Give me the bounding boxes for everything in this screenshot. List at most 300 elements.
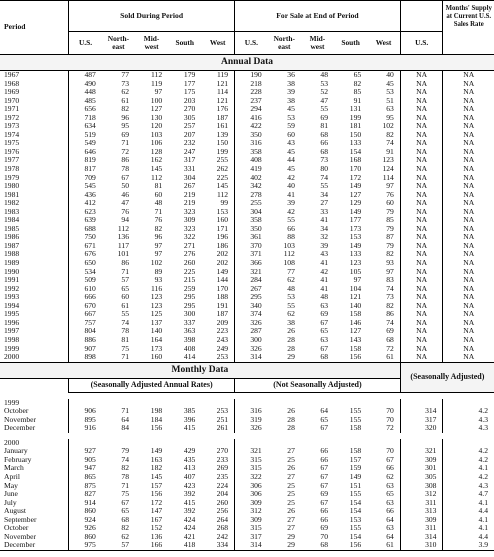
value-cell: 218 xyxy=(235,80,268,89)
value-cell: 4.4 xyxy=(443,533,494,542)
value-cell: 424 xyxy=(183,523,196,533)
value-cell: 81 xyxy=(154,181,163,191)
value-cell: 191 xyxy=(216,300,229,310)
value-cell: 64 xyxy=(121,414,129,424)
value-cell: 76 xyxy=(386,189,394,199)
value-cell: 4.3 xyxy=(443,416,494,425)
value-cell: 323 xyxy=(183,223,196,233)
value-cell: 70 xyxy=(386,414,394,424)
value-cell: 66 xyxy=(320,446,329,456)
value-cell: 72 xyxy=(386,423,394,433)
period-cell: 1985 xyxy=(4,223,20,233)
value-cell: 709 xyxy=(69,174,102,183)
value-cell: 123 xyxy=(382,155,394,165)
value-cell: 60 xyxy=(154,189,163,199)
value-cell: 112 xyxy=(151,70,163,79)
monthly-section-row xyxy=(0,362,494,378)
value-cell: 29 xyxy=(287,540,295,550)
spacer-header xyxy=(400,1,443,32)
value-cell: 270 xyxy=(216,446,229,456)
value-cell: 639 xyxy=(69,216,102,225)
period-cell: 1992 xyxy=(4,283,20,293)
value-cell: 73 xyxy=(121,78,129,88)
value-cell: NA xyxy=(400,250,443,259)
value-cell: 82 xyxy=(121,463,129,473)
value-cell: 154 xyxy=(349,531,362,541)
value-cell: 136 xyxy=(117,232,129,242)
value-cell: 76 xyxy=(121,206,129,216)
value-cell: 905 xyxy=(69,456,102,465)
value-cell: 308 xyxy=(400,482,443,491)
year-heading-row xyxy=(0,399,494,408)
seasonally-adjusted-label: (Seasonally Adjusted Annual Rates) xyxy=(69,378,235,392)
value-cell: 898 xyxy=(69,353,102,362)
monthly-row xyxy=(0,473,494,482)
value-cell: NA xyxy=(400,233,443,242)
value-cell: 69 xyxy=(320,523,329,533)
value-cell: 243 xyxy=(216,334,229,344)
value-cell: 947 xyxy=(69,464,102,473)
value-cell: 99 xyxy=(220,198,229,208)
monthly-row xyxy=(0,407,494,416)
value-cell: 233 xyxy=(216,454,229,464)
value-cell: 65 xyxy=(121,283,129,293)
value-cell: 65 xyxy=(320,414,329,424)
value-cell: NA xyxy=(400,174,443,183)
value-cell: 4.2 xyxy=(443,447,494,456)
blank-cell xyxy=(268,439,301,448)
value-cell: 278 xyxy=(235,191,268,200)
value-cell: 314 xyxy=(235,541,268,550)
value-cell: 82 xyxy=(121,523,129,533)
value-cell: 300 xyxy=(183,309,196,319)
value-cell: 886 xyxy=(69,336,102,345)
value-cell: 156 xyxy=(349,540,362,550)
value-cell: 4.3 xyxy=(443,482,494,491)
value-cell: 149 xyxy=(349,471,362,481)
col-header-sold-west: West xyxy=(201,32,234,55)
value-cell: 407 xyxy=(183,471,196,481)
value-cell: NA xyxy=(443,310,494,319)
value-cell: NA xyxy=(400,191,443,200)
monthly-row xyxy=(0,424,494,433)
value-cell: 63 xyxy=(386,480,394,490)
value-cell: NA xyxy=(443,156,494,165)
value-cell: NA xyxy=(443,268,494,277)
value-cell: 907 xyxy=(69,345,102,354)
monthly-row xyxy=(0,447,494,456)
value-cell: 103 xyxy=(283,240,295,250)
value-cell: 41 xyxy=(320,275,329,285)
value-cell: 235 xyxy=(216,471,229,481)
year-heading-row xyxy=(0,439,494,448)
value-cell: 688 xyxy=(69,225,102,234)
value-cell: NA xyxy=(400,97,443,106)
period-cell: 2000 xyxy=(4,352,20,362)
value-cell: 358 xyxy=(235,216,268,225)
value-cell: 448 xyxy=(69,88,102,97)
annual-data-heading: Annual Data xyxy=(0,55,494,71)
value-cell: 340 xyxy=(235,302,268,311)
value-cell: 545 xyxy=(69,182,102,191)
value-cell: 97 xyxy=(386,266,394,276)
value-cell: 143 xyxy=(349,334,362,344)
value-cell: NA xyxy=(443,71,494,80)
value-cell: 623 xyxy=(69,208,102,217)
value-cell: 153 xyxy=(216,206,229,216)
value-cell: 131 xyxy=(349,104,362,114)
value-cell: 146 xyxy=(349,317,362,327)
value-cell: 342 xyxy=(235,182,268,191)
value-cell: 157 xyxy=(349,454,362,464)
value-cell: 74 xyxy=(121,317,129,327)
period-cell: 1993 xyxy=(4,292,20,302)
value-cell: 48 xyxy=(287,283,295,293)
value-cell: 82 xyxy=(154,223,163,233)
value-cell: NA xyxy=(400,225,443,234)
value-cell: 144 xyxy=(216,275,229,285)
value-cell: 301 xyxy=(400,464,443,473)
value-cell: 385 xyxy=(183,406,196,416)
value-cell: 634 xyxy=(69,122,102,131)
value-cell: 34 xyxy=(320,189,329,199)
period-cell: 1989 xyxy=(4,258,20,268)
value-cell: 112 xyxy=(283,249,295,259)
period-cell: 1988 xyxy=(4,249,20,259)
value-cell: 97 xyxy=(154,240,163,250)
value-cell: 202 xyxy=(216,258,229,268)
value-cell: 419 xyxy=(235,165,268,174)
value-cell: 74 xyxy=(386,317,394,327)
period-cell: January xyxy=(4,446,28,456)
value-cell: 309 xyxy=(400,516,443,525)
col-header-sale-south: South xyxy=(334,32,367,55)
value-cell: 219 xyxy=(183,198,196,208)
value-cell: 287 xyxy=(235,327,268,336)
value-cell: 306 xyxy=(235,490,268,499)
value-cell: 36 xyxy=(287,70,295,79)
value-cell: 422 xyxy=(235,122,268,131)
value-cell: 57 xyxy=(121,275,129,285)
value-cell: 827 xyxy=(69,490,102,499)
value-cell: NA xyxy=(400,259,443,268)
value-cell: 926 xyxy=(69,524,102,533)
value-cell: 69 xyxy=(320,112,329,122)
value-cell: NA xyxy=(400,208,443,217)
value-cell: 65 xyxy=(386,489,394,499)
value-cell: 64 xyxy=(320,406,329,416)
period-cell: 1974 xyxy=(4,129,20,139)
value-cell: 27 xyxy=(287,471,295,481)
value-cell: 927 xyxy=(69,447,102,456)
value-cell: 171 xyxy=(216,223,229,233)
value-cell: 4.2 xyxy=(443,473,494,482)
value-cell: 78 xyxy=(121,164,129,174)
value-cell: 71 xyxy=(121,406,129,416)
value-cell: 155 xyxy=(349,406,362,416)
value-cell: NA xyxy=(443,88,494,97)
value-cell: NA xyxy=(400,80,443,89)
value-cell: 93 xyxy=(386,258,394,268)
value-cell: 103 xyxy=(150,129,163,139)
value-cell: 914 xyxy=(69,499,102,508)
value-cell: 350 xyxy=(235,225,268,234)
annual-row xyxy=(0,353,494,362)
value-cell: 181 xyxy=(349,121,362,131)
value-cell: 59 xyxy=(287,121,295,131)
period-cell: 1976 xyxy=(4,146,20,156)
value-cell: 95 xyxy=(121,121,129,131)
value-cell: 51 xyxy=(386,95,394,105)
value-cell: 4.2 xyxy=(443,456,494,465)
value-cell: 112 xyxy=(216,189,229,199)
period-cell: 1982 xyxy=(4,198,20,208)
value-cell: 408 xyxy=(183,343,196,353)
value-cell: NA xyxy=(400,276,443,285)
value-cell: 128 xyxy=(150,146,163,156)
value-cell: 48 xyxy=(320,70,329,79)
value-cell: 97 xyxy=(154,87,163,97)
value-cell: 50 xyxy=(121,181,129,191)
value-cell: 188 xyxy=(216,292,229,302)
value-cell: 316 xyxy=(235,139,268,148)
value-cell: 149 xyxy=(349,181,362,191)
value-cell: 79 xyxy=(121,446,129,456)
value-cell: 155 xyxy=(349,523,362,533)
col-header-sale-west: West xyxy=(367,32,400,55)
value-cell: 25 xyxy=(287,497,295,507)
value-cell: 177 xyxy=(349,215,362,225)
value-cell: 71 xyxy=(121,352,129,362)
value-cell: 152 xyxy=(150,523,163,533)
value-cell: NA xyxy=(443,242,494,251)
value-cell: 317 xyxy=(400,416,443,425)
value-cell: 65 xyxy=(353,70,362,79)
value-cell: 96 xyxy=(154,232,163,242)
value-cell: 671 xyxy=(69,242,102,251)
value-cell: 326 xyxy=(235,319,268,328)
value-cell: NA xyxy=(400,336,443,345)
value-cell: 196 xyxy=(216,232,229,242)
value-cell: 129 xyxy=(349,198,362,208)
value-cell: 69 xyxy=(121,129,129,139)
value-cell: 676 xyxy=(69,250,102,259)
monthly-row xyxy=(0,516,494,525)
value-cell: 97 xyxy=(386,181,394,191)
value-cell: 153 xyxy=(349,514,362,524)
value-cell: 757 xyxy=(69,319,102,328)
value-cell: NA xyxy=(443,182,494,191)
value-cell: 100 xyxy=(150,95,163,105)
value-cell: 25 xyxy=(287,489,295,499)
value-cell: NA xyxy=(443,122,494,131)
value-cell: 91 xyxy=(353,95,362,105)
value-cell: NA xyxy=(443,114,494,123)
value-cell: 155 xyxy=(349,414,362,424)
value-cell: NA xyxy=(443,191,494,200)
value-cell: 423 xyxy=(183,480,196,490)
value-cell: 247 xyxy=(183,146,196,156)
value-cell: 39 xyxy=(287,198,295,208)
value-cell: 94 xyxy=(121,215,129,225)
value-cell: 32 xyxy=(320,232,329,242)
value-cell: 52 xyxy=(320,87,329,97)
value-cell: 45 xyxy=(386,78,394,88)
value-cell: 136 xyxy=(150,531,163,541)
value-cell: 160 xyxy=(150,352,163,362)
value-cell: 172 xyxy=(150,497,163,507)
value-cell: 67 xyxy=(320,343,329,353)
value-cell: 57 xyxy=(121,540,129,550)
value-cell: 127 xyxy=(349,189,362,199)
value-cell: 67 xyxy=(121,497,129,507)
value-cell: 312 xyxy=(400,490,443,499)
value-cell: 162 xyxy=(150,155,163,165)
value-cell: 4.1 xyxy=(443,524,494,533)
value-cell: 225 xyxy=(183,266,196,276)
value-cell: NA xyxy=(443,353,494,362)
value-cell: 819 xyxy=(69,156,102,165)
value-cell: 101 xyxy=(117,249,129,259)
value-cell: 114 xyxy=(382,172,394,182)
monthly-row xyxy=(0,541,494,550)
value-cell: 309 xyxy=(400,456,443,465)
monthly-row xyxy=(0,490,494,499)
period-cell: 1980 xyxy=(4,181,20,191)
value-cell: 249 xyxy=(216,343,229,353)
value-cell: 314 xyxy=(400,407,443,416)
value-cell: 66 xyxy=(320,138,329,148)
value-cell: 71 xyxy=(121,138,129,148)
value-cell: 232 xyxy=(183,138,196,148)
period-cell: 1972 xyxy=(4,112,20,122)
value-cell: 145 xyxy=(150,164,163,174)
value-cell: 64 xyxy=(386,514,394,524)
value-cell: 28 xyxy=(287,334,295,344)
value-cell: 53 xyxy=(386,87,394,97)
value-cell: 366 xyxy=(235,259,268,268)
value-cell: 120 xyxy=(150,121,163,131)
value-cell: NA xyxy=(443,250,494,259)
value-cell: 519 xyxy=(69,131,102,140)
period-cell: 1969 xyxy=(4,87,20,97)
value-cell: 79 xyxy=(386,223,394,233)
value-cell: 27 xyxy=(287,523,295,533)
value-cell: 38 xyxy=(287,95,295,105)
value-cell: 860 xyxy=(69,533,102,542)
value-cell: 55 xyxy=(121,309,129,319)
value-cell: 66 xyxy=(320,514,329,524)
value-cell: 487 xyxy=(69,71,102,80)
value-cell: 40 xyxy=(287,181,295,191)
value-cell: 170 xyxy=(349,164,362,174)
period-cell: 1967 xyxy=(4,70,20,79)
value-cell: 223 xyxy=(216,326,229,336)
value-cell: 67 xyxy=(320,463,329,473)
value-cell: 74 xyxy=(121,454,129,464)
value-cell: 112 xyxy=(117,223,129,233)
value-cell: NA xyxy=(443,199,494,208)
value-cell: 121 xyxy=(216,95,229,105)
value-cell: 251 xyxy=(216,414,229,424)
value-cell: 86 xyxy=(386,309,394,319)
value-cell: 68 xyxy=(320,146,329,156)
value-cell: NA xyxy=(443,174,494,183)
value-cell: 264 xyxy=(216,514,229,524)
blank-cell xyxy=(301,439,334,448)
value-cell: 261 xyxy=(216,423,229,433)
value-cell: 67 xyxy=(386,454,394,464)
period-cell: November xyxy=(4,414,37,424)
value-cell: 73 xyxy=(386,292,394,302)
value-cell: 82 xyxy=(121,104,129,114)
value-cell: 62 xyxy=(287,275,295,285)
value-cell: 173 xyxy=(150,343,163,353)
value-cell: 79 xyxy=(386,240,394,250)
value-cell: 370 xyxy=(235,242,268,251)
blank-cell xyxy=(268,399,301,408)
value-cell: NA xyxy=(443,148,494,157)
value-cell: 119 xyxy=(216,70,229,79)
period-cell: 1978 xyxy=(4,164,20,174)
monthly-row xyxy=(0,533,494,542)
value-cell: NA xyxy=(443,225,494,234)
value-cell: 53 xyxy=(320,78,329,88)
value-cell: 62 xyxy=(121,87,129,97)
value-cell: 84 xyxy=(121,423,129,433)
value-cell: 160 xyxy=(216,215,229,225)
value-cell: 72 xyxy=(386,343,394,353)
value-cell: NA xyxy=(400,353,443,362)
blank-cell xyxy=(0,378,69,392)
value-cell: 646 xyxy=(69,148,102,157)
value-cell: 309 xyxy=(235,516,268,525)
value-cell: 413 xyxy=(183,463,196,473)
value-cell: 149 xyxy=(216,266,229,276)
value-cell: 154 xyxy=(349,506,362,516)
value-cell: 72 xyxy=(121,146,129,156)
period-cell: February xyxy=(4,454,32,464)
value-cell: 158 xyxy=(349,309,362,319)
value-cell: 68 xyxy=(320,129,329,139)
value-cell: 312 xyxy=(235,507,268,516)
value-cell: NA xyxy=(443,80,494,89)
value-cell: 163 xyxy=(150,454,163,464)
value-cell: 416 xyxy=(235,114,268,123)
value-cell: NA xyxy=(400,105,443,114)
value-cell: 85 xyxy=(353,87,362,97)
value-cell: 121 xyxy=(216,78,229,88)
value-cell: 63 xyxy=(320,334,329,344)
value-cell: 91 xyxy=(386,146,394,156)
value-cell: NA xyxy=(400,182,443,191)
value-cell: 68 xyxy=(386,334,394,344)
value-cell: 429 xyxy=(183,446,196,456)
value-cell: NA xyxy=(443,259,494,268)
value-cell: 804 xyxy=(69,327,102,336)
period-cell: 1984 xyxy=(4,215,20,225)
value-cell: 147 xyxy=(150,506,163,516)
value-cell: 45 xyxy=(287,164,295,174)
value-cell: 331 xyxy=(183,164,196,174)
value-cell: 26 xyxy=(287,326,295,336)
monthly-data-heading: Monthly Data xyxy=(0,362,400,378)
value-cell: 85 xyxy=(386,215,394,225)
value-cell: NA xyxy=(443,216,494,225)
value-cell: 66 xyxy=(320,506,329,516)
value-cell: 38 xyxy=(287,78,295,88)
value-cell: 164 xyxy=(150,334,163,344)
